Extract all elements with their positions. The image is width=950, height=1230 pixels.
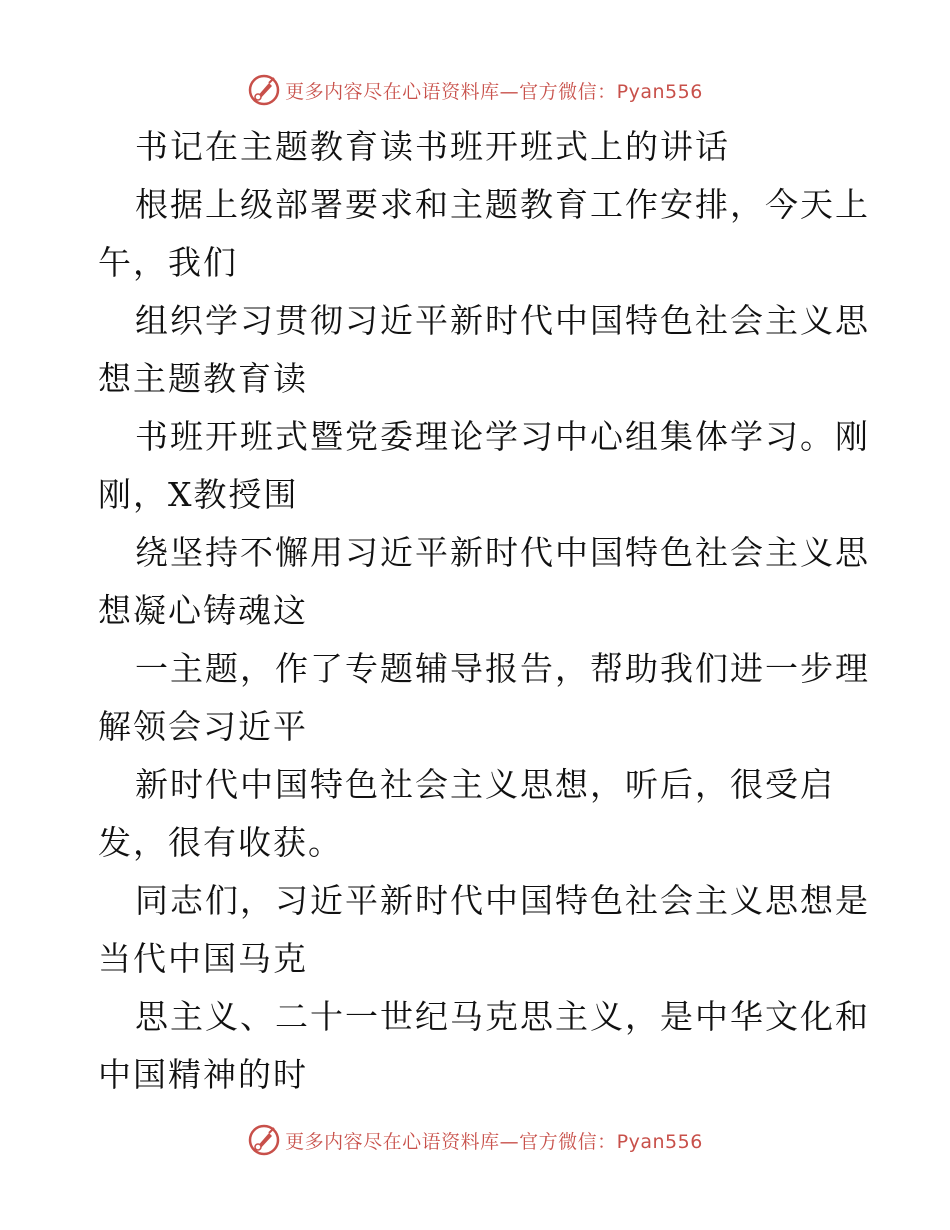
paragraph-line: 思主义、二十一世纪马克思主义，是中华文化和 [135,997,870,1036]
wechat-id: Pyan556 [616,80,703,103]
paragraph-line: 根据上级部署要求和主题教育工作安排，今天上 [135,185,870,224]
paragraph-line: 想主题教育读 [98,359,308,398]
paragraph-line: 同志们，习近平新时代中国特色社会主义思想是 [135,881,870,920]
paragraph-line: 发，很有收获。 [98,823,343,862]
quill-seal-icon [247,1123,281,1157]
paragraph-line: 解领会习近平 [98,707,308,746]
paragraph-line: 新时代中国特色社会主义思想，听后，很受启 [135,765,835,804]
paragraph-line: 午，我们 [98,243,238,282]
watermark-text: 更多内容尽在心语资料库—官方微信：Pyan556 [285,80,703,103]
paragraph-line: 想凝心铸魂这 [98,591,308,630]
watermark-header [0,70,950,110]
paragraph-line: 组织学习贯彻习近平新时代中国特色社会主义思 [135,301,870,340]
quill-seal-icon [247,73,281,107]
document-title: 书记在主题教育读书班开班式上的讲话 [135,127,730,166]
document-body [98,118,870,1104]
watermark-text: 更多内容尽在心语资料库—官方微信：Pyan556 [285,1130,703,1153]
paragraph-line: 绕坚持不懈用习近平新时代中国特色社会主义思 [135,533,870,572]
paragraph-line: 一主题，作了专题辅导报告，帮助我们进一步理 [135,649,870,688]
paragraph-line: 当代中国马克 [98,939,308,978]
paragraph-line: 中国精神的时 [98,1055,308,1094]
paragraph-line: 书班开班式暨党委理论学习中心组集体学习。刚 [135,417,870,456]
wechat-id: Pyan556 [616,1130,703,1153]
watermark-footer [0,1120,950,1160]
paragraph-line: 刚，X教授围 [98,475,299,514]
